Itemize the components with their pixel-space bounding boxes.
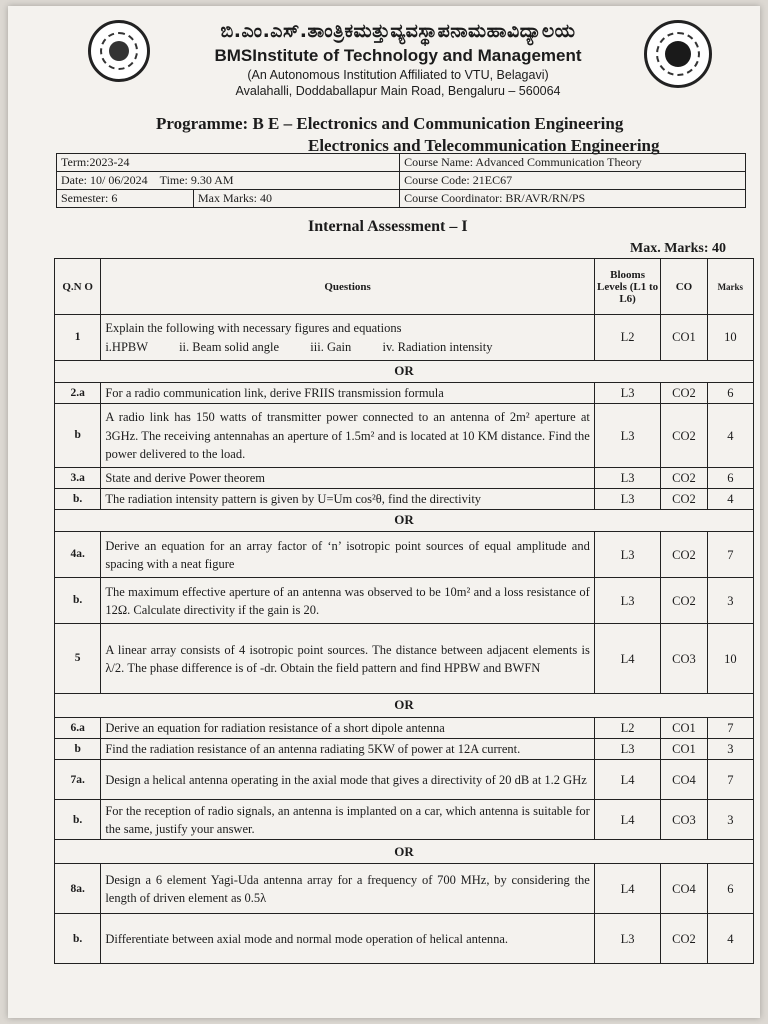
marks: 3 bbox=[707, 739, 753, 760]
marks: 6 bbox=[707, 383, 753, 404]
course-outcome: CO2 bbox=[661, 404, 707, 468]
question-text: For a radio communication link, derive FRIIS transmission formula bbox=[101, 383, 595, 404]
question-row bbox=[55, 532, 754, 578]
marks: 3 bbox=[707, 578, 753, 624]
question-text: Design a 6 element Yagi-Uda antenna array for a frequency of 700 MHz, by considering the length of driven element as 0.5λ bbox=[101, 864, 595, 914]
marks: 4 bbox=[707, 914, 753, 964]
question-row bbox=[55, 404, 754, 468]
time: Time: 9.30 AM bbox=[159, 173, 234, 187]
question-number: 6.a bbox=[55, 718, 101, 739]
course-outcome: CO2 bbox=[661, 468, 707, 489]
blooms-level: L3 bbox=[594, 468, 660, 489]
question-row bbox=[55, 383, 754, 404]
institute-name: BMSInstitute of Technology and Management bbox=[214, 46, 582, 65]
question-row bbox=[55, 914, 754, 964]
or-divider: OR bbox=[55, 361, 754, 383]
course-name: Course Name: Advanced Communication Theory bbox=[400, 154, 746, 172]
questions-table bbox=[54, 258, 754, 964]
question-text: The maximum effective aperture of an antenna was observed to be 10m² and a loss resistance of 12Ω. Calculate directivity if the gain is 20. bbox=[101, 578, 595, 624]
question-number: 8a. bbox=[55, 864, 101, 914]
blooms-level: L3 bbox=[594, 489, 660, 510]
question-row bbox=[55, 760, 754, 800]
blooms-level: L4 bbox=[594, 800, 660, 840]
exam-info-table bbox=[56, 153, 746, 208]
question-text: The radiation intensity pattern is given by U=Um cos²θ, find the directivity bbox=[101, 489, 595, 510]
date: Date: 10/ 06/2024 bbox=[61, 173, 148, 187]
question-subparts: i.HPBW ii. Beam solid angle iii. Gain iv. Radiation intensity bbox=[105, 339, 493, 354]
questions-header: Questions bbox=[101, 259, 595, 315]
blooms-header: Blooms Levels (L1 to L6) bbox=[594, 259, 660, 315]
blooms-level: L3 bbox=[594, 578, 660, 624]
question-row bbox=[55, 739, 754, 760]
question-number: b bbox=[55, 739, 101, 760]
question-text: A linear array consists of 4 isotropic point sources. The distance between adjacent elements is λ/2. The phase difference is of -dr. Obtain the field pattern and find HPBW and BWFN bbox=[101, 624, 595, 694]
course-outcome: CO2 bbox=[661, 489, 707, 510]
date-time bbox=[57, 172, 400, 190]
marks: 7 bbox=[707, 532, 753, 578]
kannada-institute-name: ಬಿ.ಎಂ.ಎಸ್.ತಾಂತ್ರಿಕಮತ್ತುವ್ಯವಸ್ಥಾಪನಾಮಹಾವಿದ್ಯಾಲಯ bbox=[220, 20, 576, 42]
marks: 4 bbox=[707, 404, 753, 468]
blooms-level: L3 bbox=[594, 404, 660, 468]
course-outcome: CO2 bbox=[661, 578, 707, 624]
question-text: State and derive Power theorem bbox=[101, 468, 595, 489]
question-text: Find the radiation resistance of an antenna radiating 5KW of power at 12A current. bbox=[101, 739, 595, 760]
course-outcome: CO4 bbox=[661, 760, 707, 800]
address: Avalahalli, Doddaballapur Main Road, Bengaluru – 560064 bbox=[235, 84, 561, 98]
question-number: b. bbox=[55, 914, 101, 964]
assessment-title: Internal Assessment – I bbox=[308, 218, 468, 235]
question-number: 4a. bbox=[55, 532, 101, 578]
question-number: b. bbox=[55, 578, 101, 624]
marks: 7 bbox=[707, 760, 753, 800]
course-outcome: CO1 bbox=[661, 718, 707, 739]
table-header-row bbox=[55, 259, 754, 315]
question-number: 2.a bbox=[55, 383, 101, 404]
course-outcome: CO3 bbox=[661, 624, 707, 694]
term: Term:2023-24 bbox=[57, 154, 400, 172]
question-number: 5 bbox=[55, 624, 101, 694]
marks: 10 bbox=[707, 315, 753, 361]
co-header: CO bbox=[661, 259, 707, 315]
course-outcome: CO1 bbox=[661, 739, 707, 760]
question-number: 7a. bbox=[55, 760, 101, 800]
question-row bbox=[55, 578, 754, 624]
marks: 6 bbox=[707, 468, 753, 489]
programme-line-1: Programme: B E – Electronics and Communication Engineering bbox=[156, 114, 624, 133]
question-text: Differentiate between axial mode and normal mode operation of helical antenna. bbox=[101, 914, 595, 964]
trust-emblem-icon bbox=[644, 20, 712, 88]
blooms-level: L3 bbox=[594, 383, 660, 404]
question-text: Design a helical antenna operating in the axial mode that gives a directivity of 20 dB at 1.2 GHz bbox=[101, 760, 595, 800]
or-divider: OR bbox=[55, 694, 754, 718]
question-text: Derive an equation for radiation resistance of a short dipole antenna bbox=[101, 718, 595, 739]
or-divider: OR bbox=[55, 510, 754, 532]
blooms-level: L3 bbox=[594, 739, 660, 760]
course-outcome: CO3 bbox=[661, 800, 707, 840]
or-divider: OR bbox=[55, 840, 754, 864]
question-text: For the reception of radio signals, an antenna is implanted on a car, which antenna is suitable for the same, justify your answer. bbox=[101, 800, 595, 840]
question-row bbox=[55, 800, 754, 840]
blooms-level: L3 bbox=[594, 532, 660, 578]
question-number: 1 bbox=[55, 315, 101, 361]
marks: 4 bbox=[707, 489, 753, 510]
blooms-level: L2 bbox=[594, 718, 660, 739]
blooms-level: L2 bbox=[594, 315, 660, 361]
course-coordinator: Course Coordinator: BR/AVR/RN/PS bbox=[400, 190, 746, 208]
marks: 6 bbox=[707, 864, 753, 914]
marks-header: Marks bbox=[707, 259, 753, 315]
course-outcome: CO4 bbox=[661, 864, 707, 914]
qno-header: Q.N O bbox=[55, 259, 101, 315]
course-code: Course Code: 21EC67 bbox=[400, 172, 746, 190]
question-number: b. bbox=[55, 489, 101, 510]
max-marks-label: Max. Marks: 40 bbox=[630, 241, 727, 256]
question-text: Derive an equation for an array factor of ‘n’ isotropic point sources of equal amplitude and spacing with a neat figure bbox=[101, 532, 595, 578]
course-outcome: CO1 bbox=[661, 315, 707, 361]
marks: 10 bbox=[707, 624, 753, 694]
blooms-level: L4 bbox=[594, 624, 660, 694]
question-number: b. bbox=[55, 800, 101, 840]
question-text bbox=[101, 315, 595, 361]
blooms-level: L4 bbox=[594, 864, 660, 914]
question-row bbox=[55, 864, 754, 914]
blooms-level: L3 bbox=[594, 914, 660, 964]
question-number: 3.a bbox=[55, 468, 101, 489]
question-row bbox=[55, 718, 754, 739]
question-text: A radio link has 150 watts of transmitter power connected to an antenna of 2m² aperture at 3GHz. The receiving antennahas an aperture of 1.5m² and is located at 10 KM distance. Find the power delivered to the load. bbox=[101, 404, 595, 468]
question-row bbox=[55, 489, 754, 510]
programme-line-2: Electronics and Telecommunication Engineering bbox=[308, 136, 660, 155]
question-row bbox=[55, 468, 754, 489]
blooms-level: L4 bbox=[594, 760, 660, 800]
question-row bbox=[55, 624, 754, 694]
max-marks: Max Marks: 40 bbox=[194, 190, 400, 208]
course-outcome: CO2 bbox=[661, 532, 707, 578]
marks: 7 bbox=[707, 718, 753, 739]
question-text-main: Explain the following with necessary figures and equations bbox=[105, 321, 402, 336]
college-emblem-icon bbox=[88, 20, 150, 82]
marks: 3 bbox=[707, 800, 753, 840]
question-row bbox=[55, 315, 754, 361]
affiliation: (An Autonomous Institution Affiliated to VTU, Belagavi) bbox=[247, 68, 549, 82]
question-number: b bbox=[55, 404, 101, 468]
question-paper bbox=[8, 6, 760, 1018]
course-outcome: CO2 bbox=[661, 383, 707, 404]
course-outcome: CO2 bbox=[661, 914, 707, 964]
semester: Semester: 6 bbox=[57, 190, 194, 208]
